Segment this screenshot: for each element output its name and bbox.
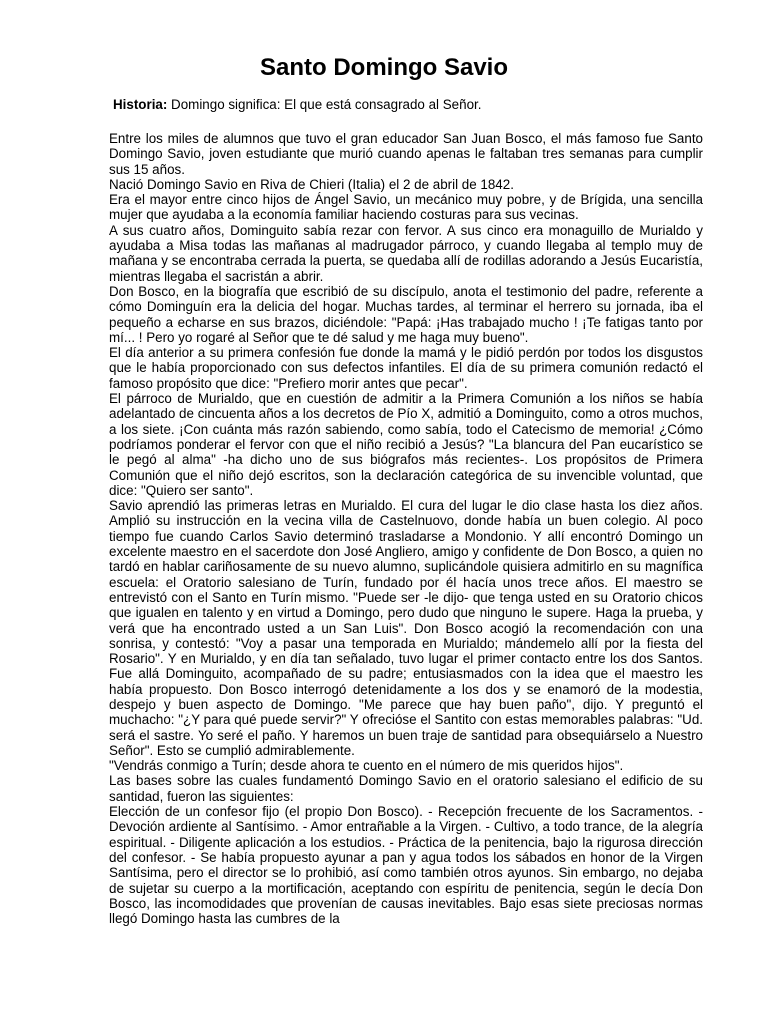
historia-text: Domingo significa: El que está consagrado al Señor.: [167, 97, 482, 112]
paragraph: Don Bosco, en la biografía que escribió de su discípulo, anota el testimonio del padre, referente a cómo Dominguín era la delicia del hogar. Muchas tardes, al terminar el herrero su jornada, iba el pequeño a echarse en sus brazos, diciéndole: "Papá: ¡Has trabajado mucho ! ¡Te fatigas tanto por mí... ! Pero yo rogaré al Señor que te dé salud y me haga muy bueno".: [109, 283, 703, 345]
paragraph: El párroco de Murialdo, que en cuestión de admitir a la Primera Comunión a los niños se había adelantado de cincuenta años a los decretos de Pío X, admitió a Dominguito, como a otros muchos, a los siete. ¡Con cuánta más razón sabiendo, como sabía, todo el Catecismo de memoria! ¿Cómo podríamos ponderar el fervor con que el niño recibió a Jesús? "La blancura del Pan eucarístico se le pegó al alma" -ha dicho uno de sus biógrafos más recientes-. Los propósitos de Primera Comunión que el niño dejó escritos, son la declaración categórica de su invencible voluntad, que dice: "Quiero ser santo".: [109, 391, 703, 498]
paragraph: Entre los miles de alumnos que tuvo el gran educador San Juan Bosco, el más famoso fue Santo Domingo Savio, joven estudiante que murió cuando apenas le faltaban tres semanas para cumplir sus 15 años.: [109, 131, 703, 177]
paragraph: "Vendrás conmigo a Turín; desde ahora te cuento en el número de mis queridos hijos".: [109, 758, 624, 774]
historia-line: [113, 97, 713, 113]
paragraph: Savio aprendió las primeras letras en Murialdo. El cura del lugar le dio clase hasta los diez años. Amplió su instrucción en la vecina villa de Castelnuovo, donde había un buen colegio. Al poco tiempo fue cuando Carlos Savio determinó trasladarse a Mondonio. Y allí encontró Domingo un excelente maestro en el sacerdote don José Angliero, amigo y confidente de Don Bosco, a quien no tardó en hablar cariñosamente de su nuevo alumno, suplicándole quisiera admitirlo en su magnífica escuela: el Oratorio salesiano de Turín, fundado por él hacía unos trece años. El maestro se entrevistó con el Santo en Turín mismo. "Puede ser -le dijo- que tenga usted en su Oratorio chicos que igualen en talento y en virtud a Domingo, pero dudo que ninguno le supere. Haga la prueba, y verá que ha encontrado usted a un San Luis". Don Bosco acogió la recomendación con una sonrisa, y contestó: "Voy a pasar una temporada en Murialdo; mándemelo allí por la fiesta del Rosario". Y en Murialdo, y en día tan señalado, tuvo lugar el primer contacto entre los dos Santos. Fue allá Dominguito, acompañado de su padre; entusiasmados con la idea que el maestro les había propuesto. Don Bosco interrogó detenidamente a los dos y se enamoró de la modestia, despejo y buen aspecto de Domingo. "Me parece que hay buen paño", dijo. Y preguntó el muchacho: "¿Y para qué puede servir?" Y ofrecióse el Santito con estas memorables palabras: "Ud. será el sastre. Yo seré el paño. Y haremos un buen traje de santidad para obsequiárselo a Nuestro Señor". Esto se cumplió admirablemente.: [109, 498, 703, 758]
historia-label: Historia:: [113, 97, 168, 112]
paragraph: A sus cuatro años, Dominguito sabía rezar con fervor. A sus cinco era monaguillo de Murialdo y ayudaba a Misa todas las mañanas al madrugador párroco, y cuando llegaba al templo muy de mañana y se encontraba cerrada la puerta, se quedaba allí de rodillas adorando a Jesús Eucaristía, mientras llegaba el sacristán a abrir.: [109, 222, 703, 284]
paragraph: Era el mayor entre cinco hijos de Ángel Savio, un mecánico muy pobre, y de Brígida, una sencilla mujer que ayudaba a la economía familiar haciendo costuras para sus vecinas.: [109, 192, 703, 223]
paragraph: Las bases sobre las cuales fundamentó Domingo Savio en el oratorio salesiano el edificio de su santidad, fueron las siguientes:: [109, 773, 703, 804]
paragraph: El día anterior a su primera confesión fue donde la mamá y le pidió perdón por todos los disgustos que le había proporcionado con sus defectos infantiles. El día de su primera comunión redactó el famoso propósito que dice: "Prefiero morir antes que pecar".: [109, 345, 703, 391]
page-title: Santo Domingo Savio: [259, 54, 508, 81]
paragraph: Elección de un confesor fijo (el propio Don Bosco). - Recepción frecuente de los Sacramentos. - Devoción ardiente al Santísimo. - Amor entrañable a la Virgen. - Cultivo, a todo trance, de la alegría espiritual. - Diligente aplicación a los estudios. - Práctica de la penitencia, bajo la rigurosa dirección del confesor. - Se había propuesto ayunar a pan y agua todos los sábados en honor de la Virgen Santísima, pero el director se lo prohibió, así como también otros ayunos. Sin embargo, no dejaba de sujetar su cuerpo a la mortificación, aceptando con espíritu de penitencia, según le decía Don Bosco, las incomodidades que provenían de causas inevitables. Bajo esas siete preciosas normas llegó Domingo hasta las cumbres de la: [109, 804, 703, 927]
article-body: [109, 131, 703, 926]
paragraph: Nació Domingo Savio en Riva de Chieri (Italia) el 2 de abril de 1842.: [109, 176, 514, 192]
